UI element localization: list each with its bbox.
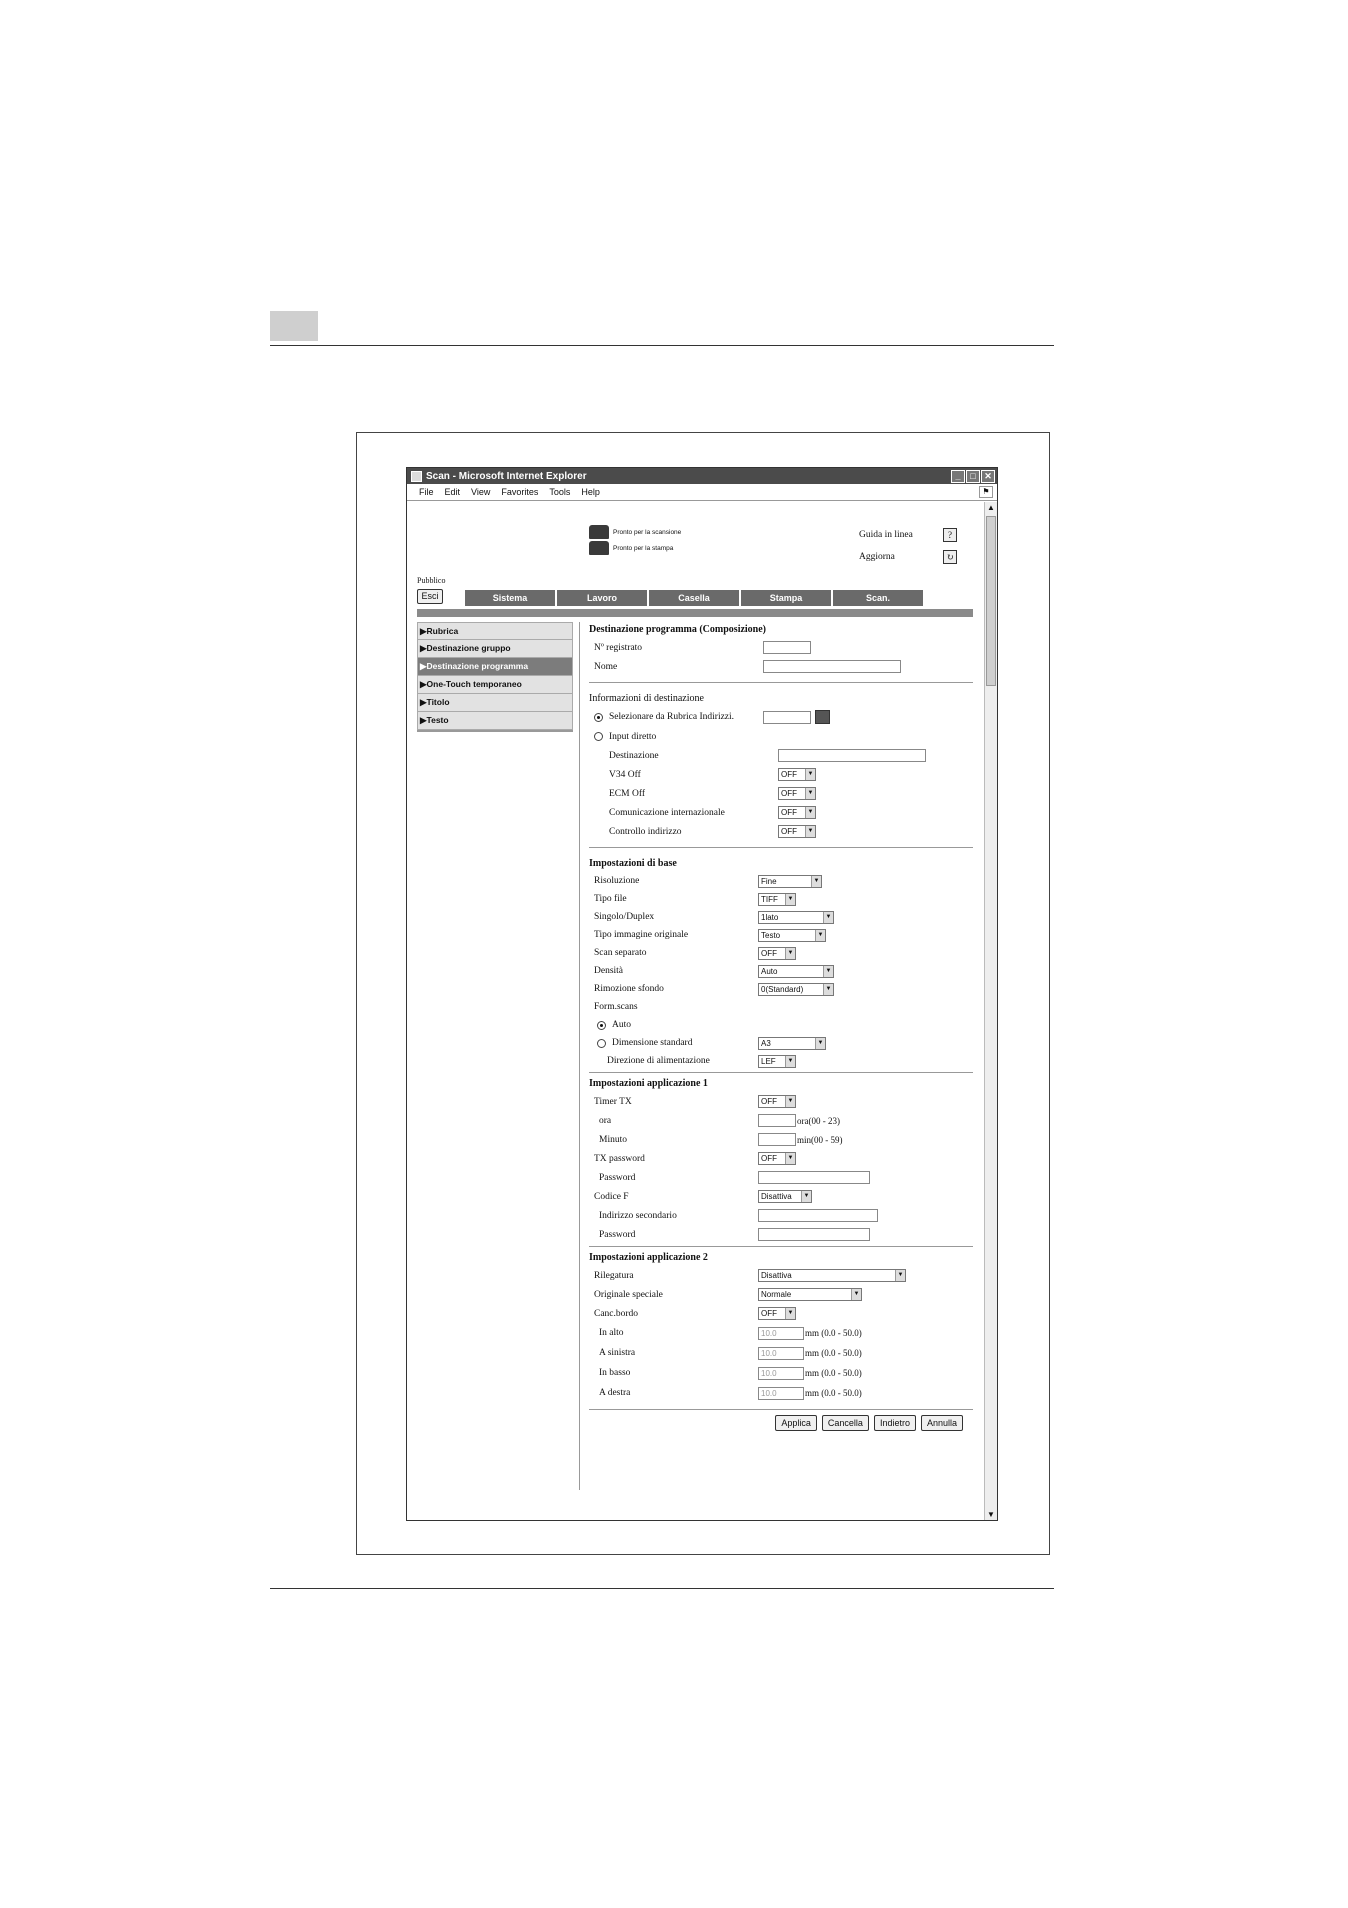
resolution-select[interactable]: Fine ▼ bbox=[758, 875, 822, 888]
password-label: Password bbox=[599, 1172, 636, 1183]
tab-box[interactable]: Casella bbox=[649, 590, 739, 606]
direct-input-radio[interactable] bbox=[594, 732, 603, 741]
std-size-select[interactable]: A3 ▼ bbox=[758, 1037, 826, 1050]
ready-scan-link[interactable]: Pronto per la scansione bbox=[613, 528, 682, 536]
destination-label: Destinazione bbox=[609, 750, 659, 761]
right-label: A destra bbox=[599, 1388, 631, 1398]
footer-rule bbox=[270, 1588, 1054, 1589]
app1-title: Impostazioni applicazione 1 bbox=[589, 1078, 708, 1089]
action-buttons bbox=[589, 1415, 973, 1431]
tab-scan[interactable]: Scan. bbox=[833, 590, 923, 606]
top-label: In alto bbox=[599, 1328, 624, 1338]
hour-unit: ora(00 - 23) bbox=[797, 1115, 840, 1126]
hour-label: ora bbox=[599, 1115, 612, 1126]
chevron-down-icon: ▼ bbox=[811, 876, 821, 887]
chevron-down-icon: ▼ bbox=[805, 807, 815, 818]
help-label[interactable]: Guida in linea bbox=[859, 530, 913, 540]
fcode-label: Codice F bbox=[594, 1191, 629, 1202]
content-divider bbox=[579, 622, 580, 1490]
cancel-button[interactable]: Annulla bbox=[921, 1415, 963, 1431]
scansize-label: Form.scans bbox=[594, 1002, 638, 1012]
density-label: Densità bbox=[594, 966, 624, 976]
section-divider bbox=[589, 1072, 973, 1073]
help-area bbox=[859, 524, 957, 568]
frame-select[interactable]: OFF ▼ bbox=[758, 1307, 796, 1320]
reg-no-field[interactable] bbox=[763, 641, 811, 654]
name-label: Nome bbox=[594, 661, 618, 672]
chevron-down-icon: ▼ bbox=[785, 1308, 795, 1319]
sidebar-item-group[interactable]: ▶Destinazione gruppo bbox=[417, 640, 573, 658]
chevron-down-icon: ▼ bbox=[805, 788, 815, 799]
user-mode: Pubblico bbox=[417, 576, 446, 585]
name-field[interactable] bbox=[763, 660, 901, 673]
imagetype-select[interactable]: Testo ▼ bbox=[758, 929, 826, 942]
intl-label: Comunicazione internazionale bbox=[609, 807, 725, 818]
subaddr-field[interactable] bbox=[758, 1209, 878, 1222]
subaddr-label: Indirizzo secondario bbox=[599, 1210, 677, 1221]
bottom-field[interactable]: 10.0 bbox=[758, 1367, 804, 1380]
title-bar bbox=[407, 468, 997, 484]
logout-button[interactable]: Esci bbox=[417, 589, 443, 604]
scroll-down-icon[interactable]: ▼ bbox=[987, 1510, 995, 1519]
program-form bbox=[589, 622, 973, 1431]
feeddir-select[interactable]: LEF ▼ bbox=[758, 1055, 796, 1068]
check-label: Controllo indirizzo bbox=[609, 826, 682, 837]
sepscan-select[interactable]: OFF ▼ bbox=[758, 947, 796, 960]
chevron-down-icon: ▼ bbox=[851, 1289, 861, 1300]
duplex-select[interactable]: 1lato ▼ bbox=[758, 911, 834, 924]
filetype-select[interactable]: TIFF ▼ bbox=[758, 893, 796, 906]
windows-flag-icon: ⚑ bbox=[979, 486, 993, 498]
left-label: A sinistra bbox=[599, 1348, 636, 1358]
basic-title: Impostazioni di base bbox=[589, 858, 677, 869]
sidebar-item-text[interactable]: ▶Testo bbox=[417, 712, 573, 730]
password2-label: Password bbox=[599, 1229, 636, 1240]
auto-size-label: Auto bbox=[612, 1020, 631, 1030]
chevron-down-icon: ▼ bbox=[785, 1153, 795, 1164]
ready-print-link[interactable]: Pronto per la stampa bbox=[613, 544, 674, 552]
chevron-down-icon: ▼ bbox=[801, 1191, 811, 1202]
chevron-down-icon: ▼ bbox=[895, 1270, 905, 1281]
sidebar-item-program[interactable]: ▶Destinazione programma bbox=[417, 658, 573, 676]
binding-select[interactable]: Disattiva ▼ bbox=[758, 1269, 906, 1282]
select-book-label: Selezionare da Rubrica Indirizzi. bbox=[609, 712, 735, 722]
help-icon[interactable]: ? bbox=[943, 528, 957, 542]
menu-view[interactable]: View bbox=[471, 487, 491, 497]
select-book-radio[interactable] bbox=[594, 713, 603, 722]
printer-icon bbox=[589, 541, 609, 555]
special-label: Originale speciale bbox=[594, 1289, 663, 1300]
filetype-label: Tipo file bbox=[594, 894, 627, 904]
app2-title: Impostazioni applicazione 2 bbox=[589, 1252, 708, 1263]
ecm-label: ECM Off bbox=[609, 788, 645, 799]
minute-label: Minuto bbox=[599, 1134, 627, 1145]
chevron-down-icon: ▼ bbox=[785, 948, 795, 959]
status-links bbox=[589, 524, 681, 556]
scroll-up-icon[interactable]: ▲ bbox=[987, 503, 995, 512]
sidebar bbox=[417, 622, 573, 732]
menu-favorites[interactable]: Favorites bbox=[501, 487, 539, 497]
ecm-select[interactable]: OFF ▼ bbox=[778, 787, 816, 800]
ie-icon bbox=[411, 471, 422, 482]
duplex-label: Singolo/Duplex bbox=[594, 912, 655, 922]
special-select[interactable]: Normale ▼ bbox=[758, 1288, 862, 1301]
density-select[interactable]: Auto ▼ bbox=[758, 965, 834, 978]
form-title: Destinazione programma (Composizione) bbox=[589, 624, 767, 635]
refresh-icon[interactable]: ↻ bbox=[943, 550, 957, 564]
menu-edit[interactable]: Edit bbox=[444, 487, 461, 497]
timer-select[interactable]: OFF ▼ bbox=[758, 1095, 796, 1108]
menu-tools[interactable]: Tools bbox=[549, 487, 571, 497]
chevron-down-icon: ▼ bbox=[805, 826, 815, 837]
bgremoval-label: Rimozione sfondo bbox=[594, 984, 664, 994]
v34-label: V34 Off bbox=[609, 769, 641, 780]
menu-bar bbox=[407, 484, 997, 501]
bottom-label: In basso bbox=[599, 1368, 631, 1378]
menu-file[interactable]: File bbox=[419, 487, 434, 497]
txpw-select[interactable]: OFF ▼ bbox=[758, 1152, 796, 1165]
scroll-thumb[interactable] bbox=[986, 516, 996, 686]
sepscan-label: Scan separato bbox=[594, 948, 647, 958]
chevron-down-icon: ▼ bbox=[823, 984, 833, 995]
reg-no-label: Nº registrato bbox=[594, 642, 643, 653]
auto-size-radio[interactable] bbox=[597, 1021, 606, 1030]
top-field[interactable]: 10.0 bbox=[758, 1327, 804, 1340]
hour-field[interactable] bbox=[758, 1114, 796, 1127]
resolution-label: Risoluzione bbox=[594, 876, 640, 886]
browser-window bbox=[406, 467, 998, 1521]
bottom-unit: mm (0.0 - 50.0) bbox=[805, 1368, 862, 1378]
back-button[interactable]: Indietro bbox=[874, 1415, 916, 1431]
tab-print[interactable]: Stampa bbox=[741, 590, 831, 606]
section-divider bbox=[589, 847, 973, 848]
sidebar-item-one-touch[interactable]: ▶One-Touch temporaneo bbox=[417, 676, 573, 694]
vertical-scrollbar[interactable] bbox=[984, 502, 997, 1521]
minimize-icon[interactable]: _ bbox=[951, 470, 965, 483]
book-entry-field[interactable] bbox=[763, 711, 811, 724]
direct-input-label: Input diretto bbox=[609, 731, 657, 742]
address-book-icon[interactable] bbox=[815, 710, 830, 724]
minute-field[interactable] bbox=[758, 1133, 796, 1146]
password2-field[interactable] bbox=[758, 1228, 870, 1241]
chevron-down-icon: ▼ bbox=[815, 1038, 825, 1049]
clear-button[interactable]: Cancella bbox=[822, 1415, 869, 1431]
menu-help[interactable]: Help bbox=[581, 487, 600, 497]
password-field[interactable] bbox=[758, 1171, 870, 1184]
std-size-radio[interactable] bbox=[597, 1039, 606, 1048]
timer-label: Timer TX bbox=[594, 1096, 632, 1107]
printer-icon bbox=[589, 525, 609, 539]
chevron-down-icon: ▼ bbox=[823, 912, 833, 923]
right-field[interactable]: 10.0 bbox=[758, 1387, 804, 1400]
left-field[interactable]: 10.0 bbox=[758, 1347, 804, 1360]
std-size-label: Dimensione standard bbox=[612, 1038, 693, 1048]
tab-bar bbox=[465, 590, 923, 606]
imagetype-label: Tipo immagine originale bbox=[594, 930, 689, 940]
feeddir-label: Direzione di alimentazione bbox=[607, 1056, 710, 1066]
section-divider bbox=[589, 682, 973, 683]
chevron-down-icon: ▼ bbox=[785, 1096, 795, 1107]
chevron-down-icon: ▼ bbox=[785, 1056, 795, 1067]
txpw-label: TX password bbox=[594, 1153, 645, 1164]
close-icon[interactable]: ✕ bbox=[981, 470, 995, 483]
maximize-icon[interactable]: □ bbox=[966, 470, 980, 483]
destination-field[interactable] bbox=[778, 749, 926, 762]
chevron-down-icon: ▼ bbox=[785, 894, 795, 905]
intl-select[interactable]: OFF ▼ bbox=[778, 806, 816, 819]
apply-button[interactable]: Applica bbox=[775, 1415, 817, 1431]
dest-info-title: Informazioni di destinazione bbox=[589, 693, 704, 704]
bgremoval-select[interactable]: 0(Standard) ▼ bbox=[758, 983, 834, 996]
top-unit: mm (0.0 - 50.0) bbox=[805, 1328, 862, 1338]
binding-label: Rilegatura bbox=[594, 1270, 634, 1281]
page-viewport bbox=[407, 502, 985, 1521]
sidebar-item-title[interactable]: ▶Titolo bbox=[417, 694, 573, 712]
tab-system[interactable]: Sistema bbox=[465, 590, 555, 606]
window-title: Scan - Microsoft Internet Explorer bbox=[426, 470, 587, 482]
refresh-label[interactable]: Aggiorna bbox=[859, 552, 895, 562]
frame-label: Canc.bordo bbox=[594, 1308, 639, 1319]
chevron-down-icon: ▼ bbox=[805, 769, 815, 780]
v34-select[interactable]: OFF ▼ bbox=[778, 768, 816, 781]
left-unit: mm (0.0 - 50.0) bbox=[805, 1348, 862, 1358]
minute-unit: min(00 - 59) bbox=[797, 1134, 843, 1145]
chapter-tab bbox=[270, 311, 318, 341]
sidebar-item-address-book[interactable]: ▶Rubrica bbox=[417, 622, 573, 640]
tab-job[interactable]: Lavoro bbox=[557, 590, 647, 606]
section-divider bbox=[589, 1409, 973, 1410]
section-divider bbox=[589, 1246, 973, 1247]
check-select[interactable]: OFF ▼ bbox=[778, 825, 816, 838]
tab-underline bbox=[417, 609, 973, 617]
right-unit: mm (0.0 - 50.0) bbox=[805, 1388, 862, 1398]
fcode-select[interactable]: Disattiva ▼ bbox=[758, 1190, 812, 1203]
chevron-down-icon: ▼ bbox=[823, 966, 833, 977]
header-rule bbox=[270, 345, 1054, 346]
chevron-down-icon: ▼ bbox=[815, 930, 825, 941]
